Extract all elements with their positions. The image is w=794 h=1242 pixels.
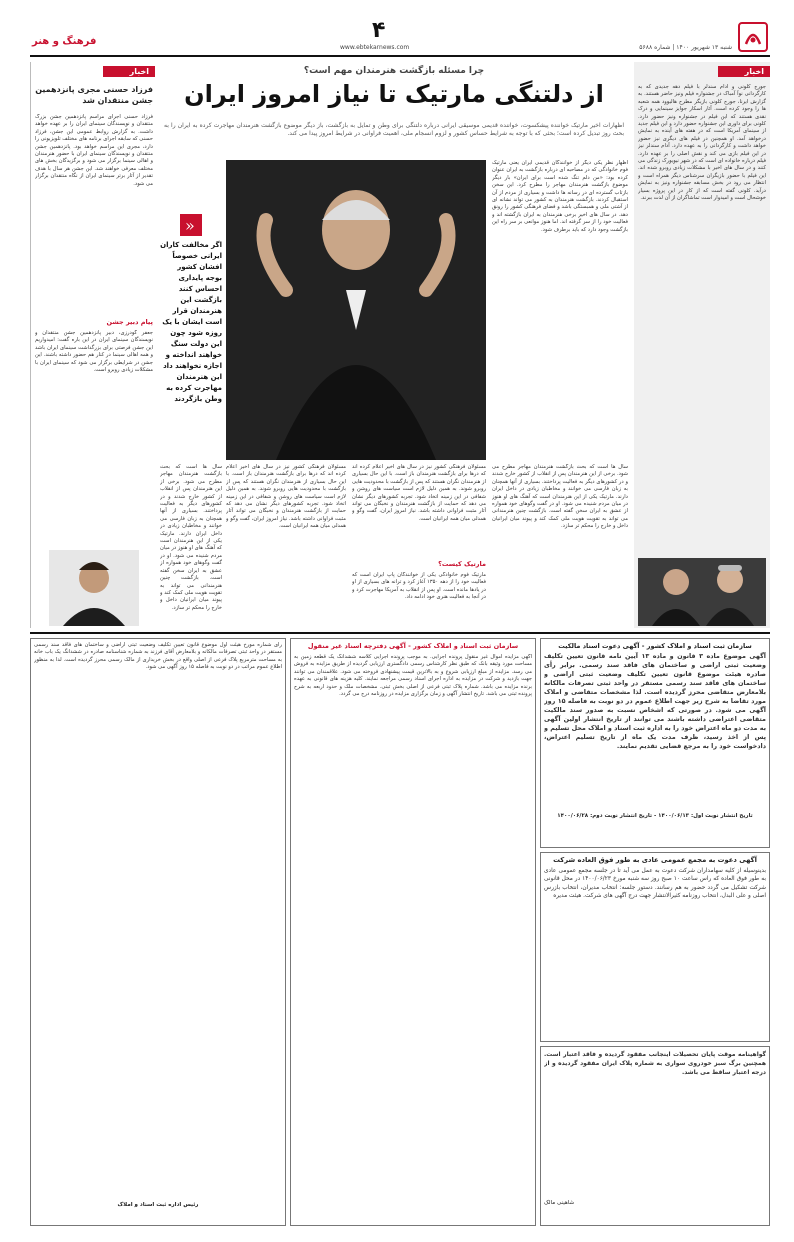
lost-documents-footer: شاهینی مالک (544, 1200, 575, 1206)
legal-notice-right (540, 638, 770, 848)
right-news-column (634, 62, 770, 628)
auction-notice (290, 638, 536, 1226)
legal-notice-left (30, 638, 286, 1226)
headline-lede: اظهارات اخیر مارتیک خواننده پیشکسوت، خواننده قدیمی موسیقی ایرانی درباره دلتنگی برای وطن و تمایل به بازگشت، باز دیگر موضوع بازگشت هنرمندان مهاجرت کرده به ایران را به بحث روز تبدیل کرده است؛ بحثی که با توجه به شرایط حساس کشور و لزوم انسجام ملی، اهمیت فراوانی در شرایط امروز پیدا می کند. (164, 122, 624, 138)
article-col-3: مسئولان فرهنگی کشور نیز در سال های اخیر اعلام کرده اند که درها برای بازگشت هنرمندان باز است. با این حال بسیاری از هنرمندان نگران هستند که پس از بازگشت با محدودیت هایی روبرو شوند. به همین دلیل لازم است سیاست های روشن و شفافی در این زمینه اتخاذ شود. تجربه کشورهای دیگر نشان می دهد که حمایت از بازگشت هنرمندان و نخبگان می تواند آثار مثبت فراوانی داشته باشد. نیاز امروز ایران، گفت وگو و همدلی میان همه ایرانیان است. (352, 464, 486, 522)
farzad-photo (49, 550, 139, 626)
legal-notice-left-footer: رئیس اداره ثبت اسناد و املاک (117, 1202, 199, 1208)
page-number: ۴ (372, 18, 386, 43)
meeting-notice-title: آگهی دعوت به مجمع عمومی عادی به طور فوق العاده شرکت (553, 856, 757, 864)
headline-title: از دلتنگی مارتیک تا نیاز امروز ایران (184, 80, 604, 108)
left-news-column (30, 62, 155, 628)
lost-documents-notice (540, 1046, 770, 1226)
headline-block (160, 62, 628, 154)
meeting-notice (540, 852, 770, 1042)
auction-notice-title: سازمان ثبت اسناد و املاک کشور - آگهی دفترچه اسناد غیر منقول (307, 642, 519, 650)
masthead (0, 0, 794, 60)
pull-quote-text: اگر مخالفت کاران ایرانی خصوصاً افشان کشور بوجه پایداری احساس کنند بازگشت این هنرمندان قرار است ایشان با یک روزه شود چون این دولت سنگ خواهند انداخته‌ و اجازه نخواهند داد این هنرمندان مهاجرت کرده به وطن بازگردند (160, 241, 222, 403)
logo-seal-icon (738, 22, 768, 52)
masthead-rule (30, 55, 770, 57)
website-url: www.ebtekarnews.com (340, 44, 410, 51)
section-rule (30, 632, 770, 634)
auction-notice-body: آگهی مزایده اموال غیر منقول پرونده اجرایی. به موجب پرونده اجرایی کلاسه ششدانگ یک قطعه زمین به مساحت مورد وثیقه بانک که طبق نظر کارشناس رسمی دادگستری ارزیابی گردیده از طریق مزایده به فروش می رسد. مزایده از مبلغ ارزیابی شروع و به بالاترین قیمت پیشنهادی فروخته می شود. علاقمندان می توانند جهت بازدید و شرکت در مزایده به اداره اجرای اسناد رسمی مراجعه نمایند. کلیه هزینه های قانونی به عهده برنده مزایده می باشد. شماره پلاک ثبتی فرعی از اصلی بخش ثبتی. مشخصات ملک و حدود اربعه به شرح پرونده ثبتی می باشد. تاریخ انتشار آگهی و زمان برگزاری مزایده در روزنامه درج می گردد. (294, 654, 532, 698)
legal-notice-right-body: آگهی موضوع ماده ۳ قانون و ماده ۱۳ آیین نامه قانون تعیین تکلیف وضعیت ثبتی اراضی و ساختمان های فاقد سند رسمی. برابر رأی صادره هیئت موضوع قانون تعیین تکلیف وضعیت ثبتی اراضی و ساختمان های فاقد سند رسمی مستقر در واحد ثبتی تصرفات مالکانه بلامعارض متقاضی محرز گردیده است. لذا مشخصات متقاضی و املاک مورد تقاضا به شرح زیر جهت اطلاع عموم در دو نوبت به فاصله ۱۵ روز آگهی می شود. در صورتی که اشخاص نسبت به صدور سند مالکیت متقاضی اعتراضی داشته باشند می توانند از تاریخ انتشار اولین آگهی به مدت دو ماه اعتراض خود را به اداره ثبت اسناد و املاک محل تسلیم و پس از اخذ رسید، ظرف مدت یک ماه از تاریخ تسلیم اعتراض، دادخواست خود را به مرجع قضایی تقدیم نمایند. (544, 652, 766, 750)
masthead-left-section: فرهنگ و هنر (32, 36, 97, 47)
right-news-body: جورج کلونی و آدام سندلر با فیلم دهه جدیدی که به کارگردانی نوآ آمباک در جشنواره فیلم ونیز حاضر هستند. به گزارش ایرنا، جورج کلونی بازیگر مطرح هالیوود همه شعبه ها را وجود کرده است. آثار اسکار جوایز سینمایی و درک نقدی هستند که این فیلم در جشنواره ونیز حضور دارد. کلونی برای داوری این جشنواره حضور دارد و این فیلم جدید از سینمای آمریکا است که در هفته های آینده به نمایش درخواهد آمد. او همچنین در فیلم های دیگری نیز حضور خواهد داشت و کارگردانی را به عهده دارد. آدام سندلر نیز در این فیلم بازی می کند و نقش اصلی را بر عهده دارد. فیلم درباره خانواده ای است که در شهر نیویورک زندگی می کنند و در سال های اخیر با مشکلات زیادی روبرو شده اند. این فیلم با حضور بازیگران سرشناس دیگر همراه است و انتظار می رود در بخش مسابقه جشنواره ونیز به نمایش درآید. کلونی گفته است که از کار در این پروژه بسیار خوشحال است و امیدوار است تماشاگران از آن لذت ببرند. (638, 84, 766, 202)
article-subhead: مارتیک کیست؟ (438, 560, 486, 568)
legal-notice-left-body: رأی شماره مورخ هیئت اول موضوع قانون تعیین تکلیف وضعیت ثبتی اراضی و ساختمان های فاقد سند رسمی مستقر در واحد ثبتی تصرفات مالکانه و بلامعارض آقای فرزند به شماره شناسنامه صادره در ششدانگ یک باب خانه به مساحت مترمربع پلاک فرعی از اصلی واقع در بخش خریداری از مالک رسمی محرز گردیده است. لذا به منظور اطلاع عموم مراتب در دو نوبت به فاصله ۱۵ روز آگهی می شود. (34, 642, 282, 671)
left-news-subhead: پیام دبیر جشن (106, 318, 153, 326)
article-col-4: مارتیک فوم خانوادگی یکی از خوانندگان پاپ ایران است که فعالیت خود را از دهه ۱۳۵۰ آغاز کرد و ترانه های بسیاری از او در یادها مانده است. او پس از انقلاب به آمریکا مهاجرت کرد و در آنجا به فعالیت هنری خود ادامه داد. (352, 572, 486, 601)
clooney-sandler-photo (638, 558, 766, 626)
article-col-1: اظهار نظر یکی دیگر از خوانندگان قدیمی ایران یعنی مارتیک فوم خانوادگی که در مصاحبه ای درباره بازگشت به ایران عنوان کرده بود: «من دلم تنگ شده است برای ایران» بار دیگر موضوع بازگشت هنرمندان مهاجر را مطرح کرد. این سخن بازتاب گسترده ای در رسانه ها داشت و بسیاری از مردم از آن استقبال کردند. بازگشت هنرمندان به کشور می تواند نشانه ای از آشتی ملی و همبستگی باشد و فضای فرهنگی کشور را رونق دهد. در سال های اخیر برخی هنرمندان به ایران بازگشته اند و فعالیت خود را از سر گرفته اند. اما هنوز موانعی بر سر راه این بازگشت وجود دارد که باید برطرف شود. (492, 160, 628, 233)
quote-mark-icon (180, 214, 202, 236)
right-news-tag: اخبار (718, 66, 770, 77)
headline-kicker: چرا مسئله بازگشت هنرمندان مهم است؟ (303, 66, 485, 76)
article-col-6: سال ها است که بحث بازگشت هنرمندان مهاجر مطرح می شود. برخی از این هنرمندان پس از انقلاب از کشور خارج شدند و در کشورهای دیگر به فعالیت پرداختند. بسیاری از آنها همچنان به زبان فارسی می خوانند و مخاطبان زیادی در داخل ایران دارند. مارتیک یکی از این هنرمندان است که آهنگ های او هنوز در میان مردم شنیده می شود. او در گفت وگوهای خود همواره از عشق به ایران سخن گفته است. بازگشت چنین هنرمندانی می تواند به تقویت هویت ملی کمک کند و پیوند میان ایرانیان داخل و خارج را محکم تر سازد. (160, 464, 222, 611)
legal-notice-right-title: سازمان ثبت اسناد و املاک کشور - آگهی دعوت اسناد مالکیت (558, 642, 752, 650)
lost-documents-body: گواهینامه موقت پایان تحصیلات اینجانب مفقود گردیده و فاقد اعتبار است. همچنین برگ سبز خودروی سواری به شماره پلاک ایران مفقود گردیده و از درجه اعتبار ساقط می باشد. (544, 1051, 766, 1076)
martik-photo (226, 160, 486, 460)
left-news-body-2: جعفر گودرزی، دبیر پانزدهمین جشن منتقدان و نویسندگان سینمای ایران در این باره گفت: امیدواریم این جشن فرصتی برای بزرگداشت سینمای ایران باشد و همه اهالی سینما در کنار هم حضور داشته باشند. این جشن در شرایطی برگزار می شود که سینمای ایران با مشکلات زیادی روبرو است. (35, 330, 153, 374)
meeting-notice-body: بدینوسیله از کلیه سهامداران شرکت دعوت به عمل می آید تا در جلسه مجمع عمومی عادی به طور فوق العاده که راس ساعت ۱۰ صبح روز سه شنبه مورخ ۱۴۰۰/۰۶/۲۳ در محل قانونی شرکت تشکیل می گردد حضور به هم رسانند. دستور جلسه: انتخاب مدیران، انتخاب بازرس اصلی و علی البدل، انتخاب روزنامه کثیرالانتشار جهت درج آگهی های شرکت. هیئت مدیره (544, 868, 766, 900)
left-news-body: فرزاد حسنی اجرای مراسم پانزدهمین جشن بزرگ منتقدان و نویسندگان سینمای ایران را بر عهده خواهد داشت. به گزارش روابط عمومی این جشن، فرزاد حسنی که سابقه اجرای برنامه های مختلف تلویزیونی را دارد، مجری این مراسم خواهد بود. پانزدهمین جشن منتقدان و نویسندگان سینمای ایران با حضور هنرمندان و اهالی سینما برگزار می شود و برگزیدگان بخش های مختلف معرفی خواهند شد. این جشن هر سال با هدف تقدیر از آثار برتر سینمای ایران از نگاه منتقدان برگزار می شود. (35, 114, 153, 187)
left-news-headline: فرزاد حسنی مجری پانزدهمین جشن منتقدان شد (35, 85, 153, 105)
article-col-2: سال ها است که بحث بازگشت هنرمندان مهاجر مطرح می شود. برخی از این هنرمندان پس از انقلاب از کشور خارج شدند و در کشورهای دیگر به فعالیت پرداختند. بسیاری از آنها همچنان به زبان فارسی می خوانند و مخاطبان زیادی در داخل ایران دارند. مارتیک یکی از این هنرمندان است که آهنگ های او هنوز در میان مردم شنیده می شود. او در گفت وگوهای خود همواره از عشق به ایران سخن گفته است. بازگشت چنین هنرمندانی می تواند به تقویت هویت ملی کمک کند و پیوند میان ایرانیان داخل و خارج را محکم تر سازد. (492, 464, 628, 530)
svg-text:»: » (185, 216, 195, 235)
legal-notice-right-date: تاریخ انتشار نوبت اول: ۱۴۰۰/۰۶/۱۳ - تاریخ انتشار نوبت دوم: ۱۴۰۰/۰۶/۲۸ (557, 813, 753, 819)
issue-info: شنبه ۱۳ شهریور ۱۴۰۰ | شماره ۵۶۸۸ (639, 44, 732, 51)
pull-quote (160, 214, 222, 460)
left-news-tag: اخبار (103, 66, 155, 77)
article-col-5: مسئولان فرهنگی کشور نیز در سال های اخیر اعلام کرده اند که درها برای بازگشت هنرمندان باز است. با این حال بسیاری از هنرمندان نگران هستند که پس از بازگشت با محدودیت هایی روبرو شوند. به همین دلیل لازم است سیاست های روشن و شفافی در این زمینه اتخاذ شود. تجربه کشورهای دیگر نشان می دهد که حمایت از بازگشت هنرمندان و نخبگان می تواند آثار مثبت فراوانی داشته باشد. نیاز امروز ایران، گفت وگو و همدلی میان همه ایرانیان است. (226, 464, 346, 530)
